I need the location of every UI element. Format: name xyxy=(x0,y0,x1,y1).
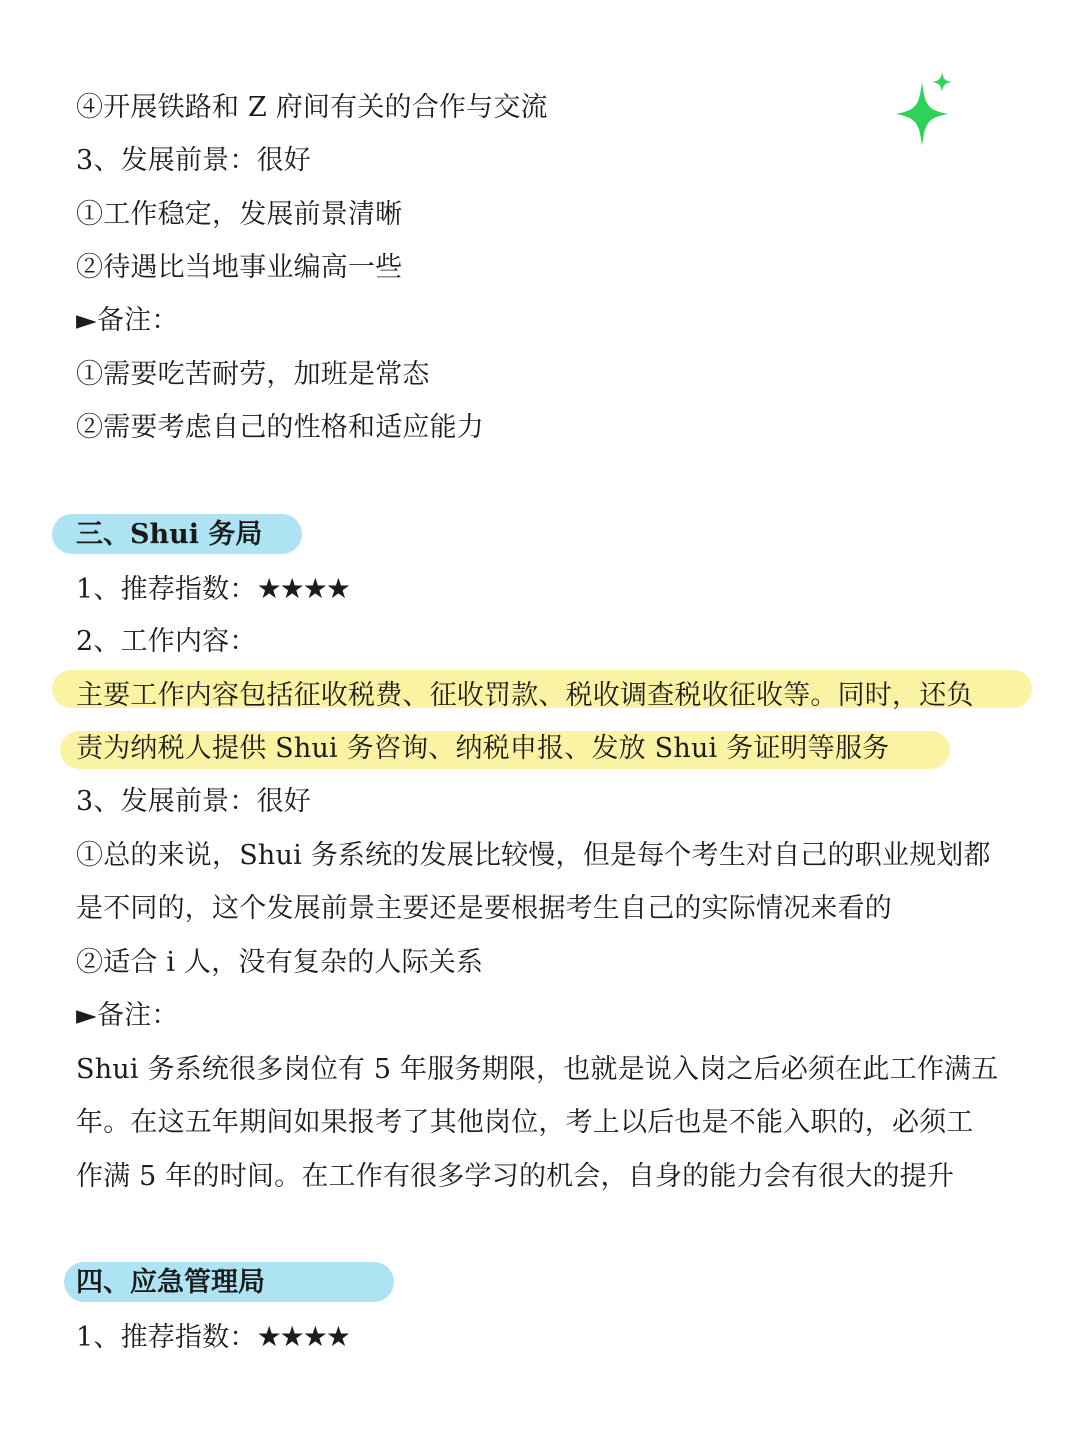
section3-title: 三、Shui 务局 xyxy=(76,519,263,550)
section3-note-label: ►备注： xyxy=(76,1000,179,1031)
section4-rating xyxy=(76,1317,349,1357)
prev-prospect-1: ①工作稳定，发展前景清晰 xyxy=(76,199,403,230)
prev-note-label: ►备注： xyxy=(76,305,179,336)
section3-prospect-label: 3、发展前景：很好 xyxy=(76,786,311,817)
rating-stars-icon: ★★★★ xyxy=(256,572,349,605)
rating-stars-icon: ★★★★ xyxy=(256,1320,349,1353)
prev-prospect-label: 3、发展前景：很好 xyxy=(76,145,311,176)
section3-note-line-1: Shui 务系统很多岗位有 5 年服务期限，也就是说入岗之后必须在此工作满五 xyxy=(76,1054,999,1085)
section3-content-line-1: 主要工作内容包括征收税费、征收罚款、税收调查税收征收等。同时，还负 xyxy=(76,680,974,711)
section3-rating xyxy=(76,569,349,609)
section3-content-label: 2、工作内容： xyxy=(76,626,257,657)
sparkle-icon xyxy=(890,66,970,156)
prev-prospect-2: ②待遇比当地事业编高一些 xyxy=(76,252,403,283)
section3-prospect-1-line-2: 是不同的，这个发展前景主要还是要根据考生自己的实际情况来看的 xyxy=(76,893,892,924)
section3-rating-label: 1、推荐指数： xyxy=(76,574,257,605)
section3-note-line-2: 年。在这五年期间如果报考了其他岗位，考上以后也是不能入职的，必须工 xyxy=(76,1107,974,1138)
prev-item-4: ④开展铁路和 Z 府间有关的合作与交流 xyxy=(76,92,548,123)
prev-note-2: ②需要考虑自己的性格和适应能力 xyxy=(76,412,484,443)
section3-note-line-3: 作满 5 年的时间。在工作有很多学习的机会，自身的能力会有很大的提升 xyxy=(76,1161,955,1192)
section4-title: 四、应急管理局 xyxy=(76,1267,265,1298)
section3-content-line-2: 责为纳税人提供 Shui 务咨询、纳税申报、发放 Shui 务证明等服务 xyxy=(76,733,890,764)
section4-rating-label: 1、推荐指数： xyxy=(76,1322,257,1353)
prev-note-1: ①需要吃苦耐劳，加班是常态 xyxy=(76,359,430,390)
section3-prospect-1-line-1: ①总的来说，Shui 务系统的发展比较慢，但是每个考生对自己的职业规划都 xyxy=(76,840,991,871)
section3-prospect-2: ②适合 i 人，没有复杂的人际关系 xyxy=(76,947,484,978)
